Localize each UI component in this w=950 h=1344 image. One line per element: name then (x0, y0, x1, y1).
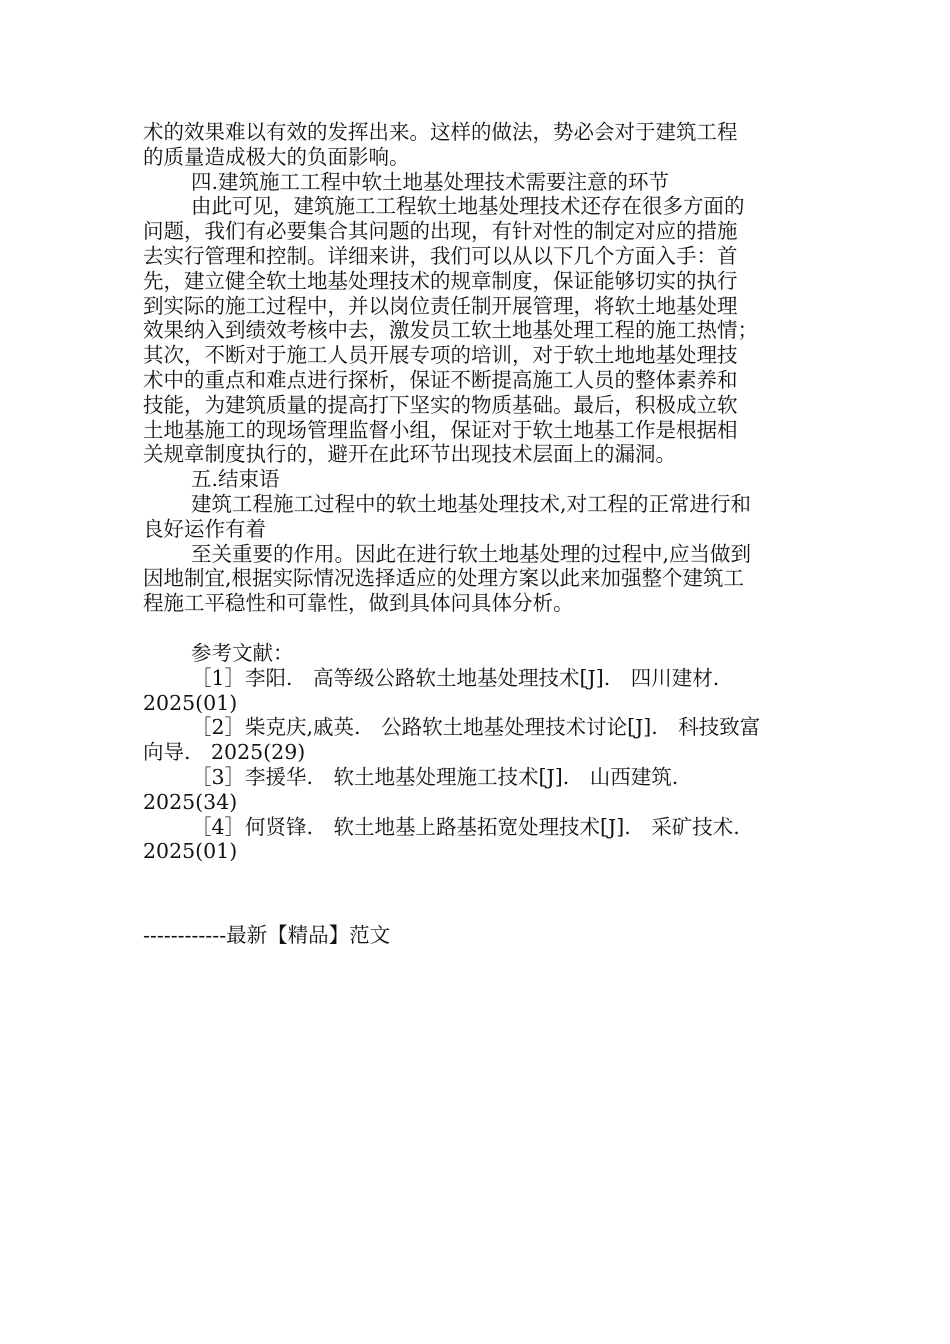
section-heading-4 (143, 170, 807, 195)
heading-text: 四.建筑施工工程中软土地基处理技术需要注意的环节 (191, 169, 670, 194)
reference-line: ［3］李援华. 软土地基处理施工技术[J]. 山西建筑. (191, 764, 679, 789)
reference-line: 2025(34) (143, 789, 238, 814)
reference-item (143, 815, 807, 865)
reference-line: 向导. 2025(29) (143, 740, 306, 765)
reference-line: 2025(01) (143, 690, 238, 715)
text-line: 效果纳入到绩效考核中去，激发员工软土地基处理工程的施工热情； (143, 318, 758, 343)
text-line: 其次，不断对于施工人员开展专项的培训，对于软土地地基处理技 (143, 343, 738, 368)
reference-item (143, 765, 807, 815)
reference-line: ［2］柴克庆,戚英. 公路软土地基处理技术讨论[J]. 科技致富 (191, 715, 761, 740)
reference-item (143, 666, 807, 716)
text-line: 问题，我们有必要集合其问题的出现，有针对性的制定对应的措施 (143, 219, 738, 244)
text-line: 良好运作有着 (143, 516, 266, 541)
reference-line: ［1］李阳. 高等级公路软土地基处理技术[J]. 四川建材. (191, 665, 720, 690)
text-line: 建筑工程施工过程中的软土地基处理技术,对工程的正常进行和 (191, 491, 752, 516)
reference-line: 2025(01) (143, 839, 238, 864)
heading-text: 五.结束语 (191, 467, 280, 492)
text-line: 先，建立健全软土地基处理技术的规章制度，保证能够切实的执行 (143, 268, 738, 293)
text-line: 术中的重点和难点进行探析，保证不断提高施工人员的整体素养和 (143, 367, 738, 392)
references-heading: 参考文献： (191, 640, 294, 665)
blank-line (143, 616, 807, 641)
document-page (143, 120, 807, 864)
section-heading-5 (143, 467, 807, 492)
paragraph-section-4 (143, 194, 807, 467)
text-line: 关规章制度执行的，避开在此环节出现技术层面上的漏洞。 (143, 442, 676, 467)
reference-line: ［4］何贤锋. 软土地基上路基拓宽处理技术[J]. 采矿技术. (191, 814, 740, 839)
paragraph-conclusion-2 (143, 542, 807, 616)
text-line: 的质量造成极大的负面影响。 (143, 144, 410, 169)
text-line: 去实行管理和控制。详细来讲，我们可以从以下几个方面入手：首 (143, 243, 738, 268)
text-line: 至关重要的作用。因此在进行软土地基处理的过程中,应当做到 (191, 541, 752, 566)
paragraph-continuation (143, 120, 807, 170)
references-section (143, 641, 807, 864)
text-line: 土地基施工的现场管理监督小组，保证对于软土地基工作是根据相 (143, 417, 738, 442)
reference-item (143, 715, 807, 765)
text-line: 术的效果难以有效的发挥出来。这样的做法，势必会对于建筑工程 (143, 120, 738, 144)
paragraph-conclusion-1 (143, 492, 807, 542)
text-line: 程施工平稳性和可靠性，做到具体问具体分析。 (143, 591, 574, 616)
text-line: 到实际的施工过程中，并以岗位责任制开展管理，将软土地基处理 (143, 293, 738, 318)
text-line: 技能，为建筑质量的提高打下坚实的物质基础。最后，积极成立软 (143, 392, 738, 417)
text-line: 由此可见，建筑施工工程软土地基处理技术还存在很多方面的 (191, 194, 745, 219)
text-line: 因地制宜,根据实际情况选择适应的处理方案以此来加强整个建筑工 (143, 566, 745, 591)
footer-label: ------------最新【精品】范文 (143, 923, 391, 947)
